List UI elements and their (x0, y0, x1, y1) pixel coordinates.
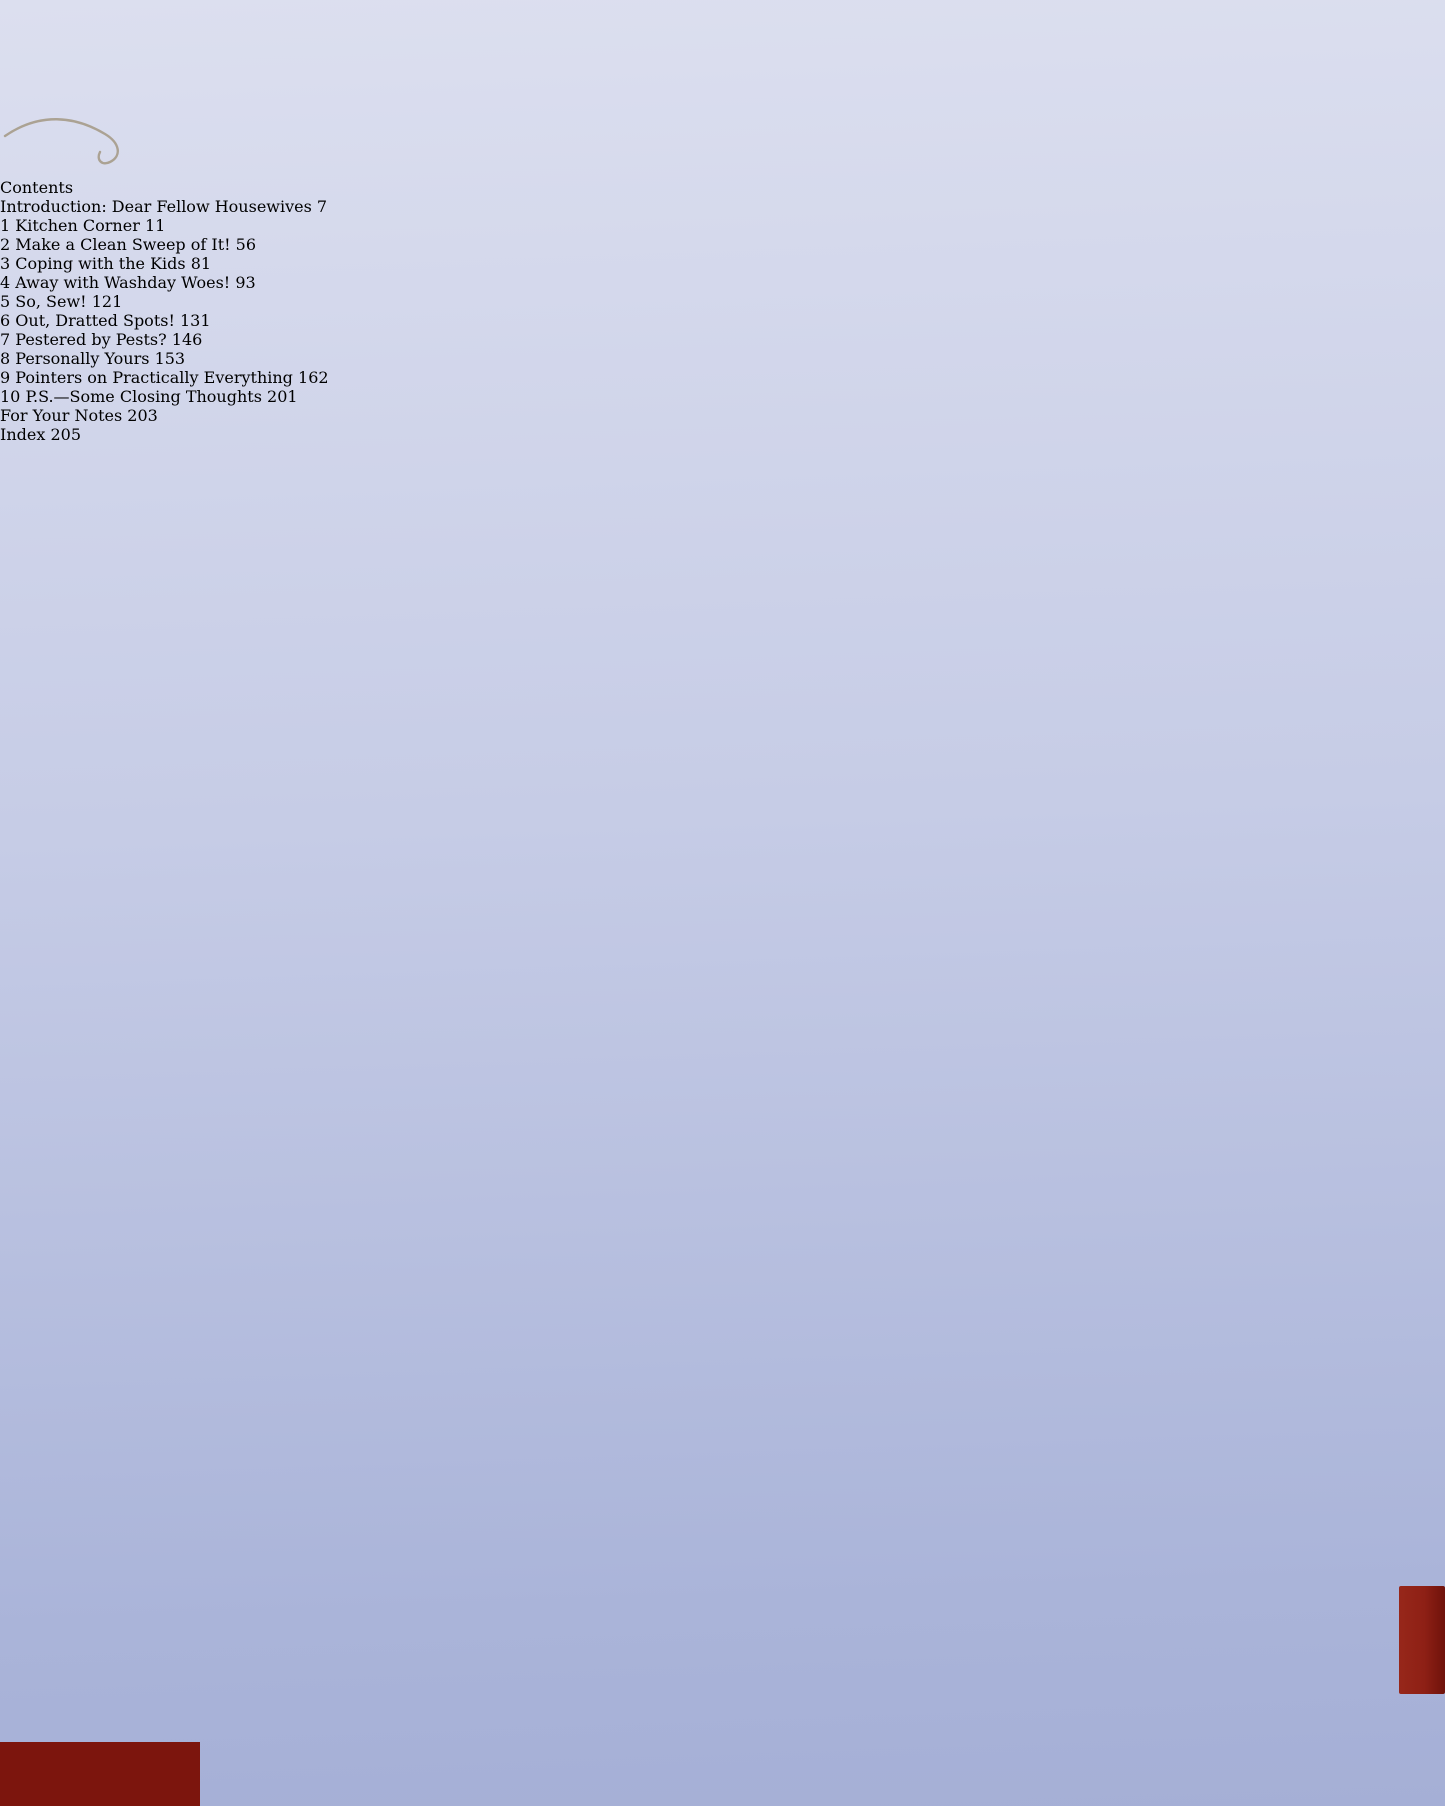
show-through-text (0, 0, 250, 20)
chapter-page-number: 131 (179, 311, 211, 330)
right-page-edges (1390, 0, 1445, 1700)
chapter-page-number: 56 (235, 235, 257, 254)
chapter-number: 4 (0, 273, 11, 292)
book-cover-red-edge (1399, 1586, 1445, 1694)
chapter-number: 1 (0, 216, 11, 235)
chapter-title: P.S.—Some Closing Thoughts (25, 387, 262, 406)
chapter-page-number: 205 (50, 425, 81, 444)
toc-row (0, 311, 1445, 330)
chapter-title: Pointers on Practically Everything (15, 368, 293, 387)
chapter-page-number: 81 (190, 254, 212, 273)
chapter-number: 7 (0, 330, 11, 349)
chapter-number: 2 (0, 235, 11, 254)
chapter-title: Kitchen Corner (15, 216, 140, 235)
chapter-number: 5 (0, 292, 11, 311)
toc-row (0, 406, 1445, 425)
book-cover-red-corner (0, 1742, 200, 1806)
table-of-contents (0, 197, 1445, 444)
chapter-number: 10 (0, 387, 21, 406)
toc-row (0, 425, 1445, 444)
chapter-title: Coping with the Kids (15, 254, 186, 273)
chapter-page-number: 93 (235, 273, 256, 292)
toc-row (0, 273, 1445, 292)
toc-row (0, 368, 1445, 387)
chapter-title: Introduction: Dear Fellow Housewives (0, 197, 312, 216)
toc-row (0, 216, 1445, 235)
chapter-number: 8 (0, 349, 11, 368)
chapter-page-number: 7 (316, 197, 328, 216)
chapter-number: 9 (0, 368, 11, 387)
toc-row (0, 292, 1445, 311)
chapter-page-number: 201 (267, 387, 298, 406)
show-through-text (0, 58, 200, 76)
chapter-page-number: 162 (298, 368, 329, 387)
chapter-title: Pestered by Pests? (15, 330, 167, 349)
show-through-text (0, 20, 210, 38)
toc-row (0, 235, 1445, 254)
chapter-page-number: 146 (171, 330, 203, 349)
show-through-text (0, 38, 240, 58)
chapter-title: Index (0, 425, 46, 444)
chapter-page-number: 153 (154, 349, 186, 368)
contents-page (0, 0, 1445, 444)
chapter-title: Away with Washday Woes! (15, 273, 231, 292)
toc-row (0, 387, 1445, 406)
chapter-title: Make a Clean Sweep of It! (15, 235, 231, 254)
toc-row (0, 254, 1445, 273)
page-title: Contents (0, 178, 74, 197)
toc-row (0, 349, 1445, 368)
chapter-page-number: 203 (127, 406, 158, 425)
stray-fiber (0, 94, 200, 174)
chapter-title: So, Sew! (15, 292, 87, 311)
chapter-number: 3 (0, 254, 11, 273)
show-through-text (0, 76, 185, 94)
toc-row (0, 330, 1445, 349)
chapter-page-number: 121 (91, 292, 123, 311)
chapter-number: 6 (0, 311, 11, 330)
chapter-title: For Your Notes (0, 406, 123, 425)
chapter-title: Out, Dratted Spots! (15, 311, 175, 330)
toc-row (0, 197, 1445, 216)
chapter-page-number: 11 (144, 216, 166, 235)
chapter-title: Personally Yours (15, 349, 150, 368)
